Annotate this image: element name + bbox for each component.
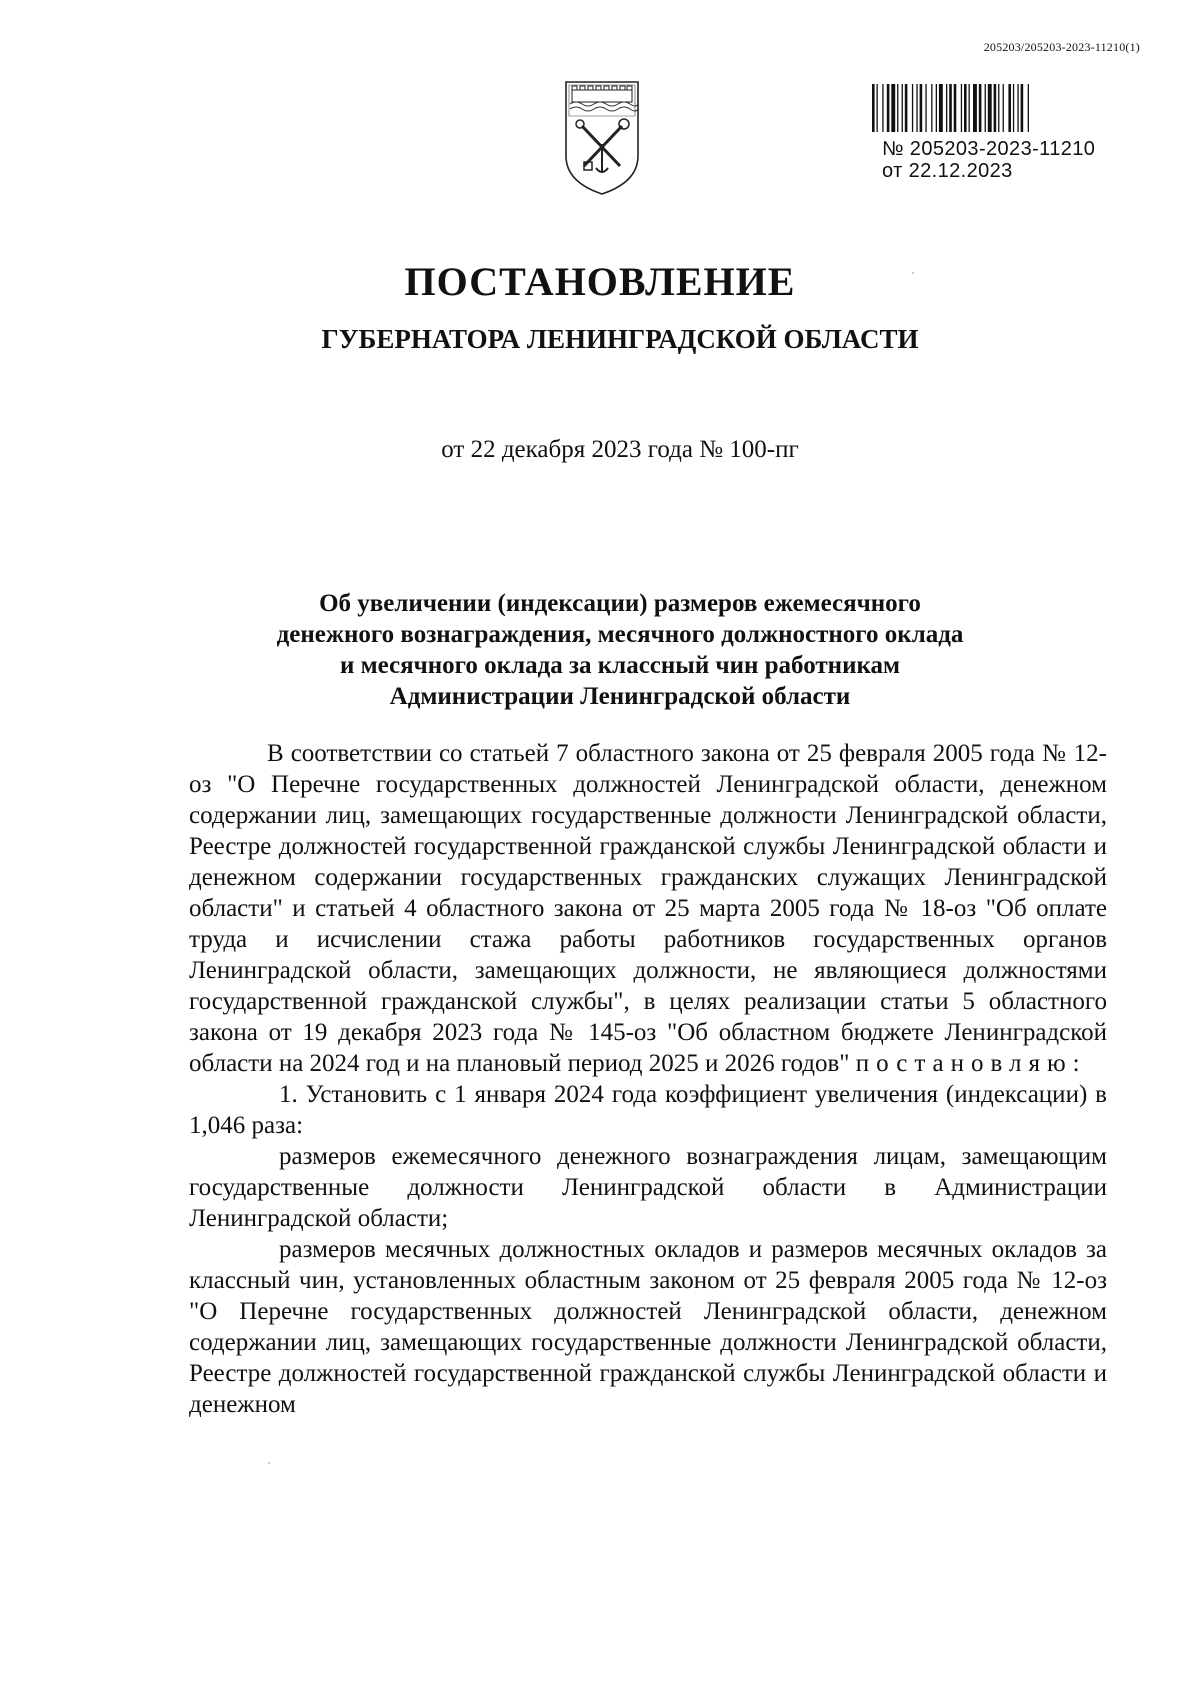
heading-line: Об увеличении (индексации) размеров ежемесячного <box>319 590 921 617</box>
document-id: 205203/205203-2023-11210(1) <box>983 40 1140 54</box>
document-date-number: от 22 декабря 2023 года № 100-пг <box>441 436 799 463</box>
preamble-paragraph <box>189 738 1107 1079</box>
document-body <box>189 738 1107 1420</box>
sub-item-paragraph: размеров ежемесячного денежного вознаграждения лицам, замещающим государственные должности Ленинградской области в Администрации Ленинградской области; <box>189 1143 1107 1232</box>
sub-item-paragraph: размеров месячных должностных окладов и размеров месячных окладов за классный чин, установленных областным законом от 25 февраля 2005 года № 12-оз "О Перечне государственных должностей Ленинградской области, денежном содержании лиц, замещающих государственные должности Ленинградской области, Реестре должностей государственной гражданской службы Ленинградской области и денежном <box>189 1236 1107 1418</box>
preamble-text: В соответствии со статьей 7 областного закона от 25 февраля 2005 года № 12-оз "О Перечне государственных должностей Ленинградской области, денежном содержании лиц, замещающих государственные должности Ленинградской области, Реестре должностей государственной гражданской службы Ленинградской области и денежном содержании государственных гражданских служащих Ленинградской области" и статьей 4 областного закона от 25 марта 2005 года № 18-оз "Об оплате труда и исчислении стажа работы работников государственных органов Ленинградской области, замещающих должности, не являющиеся должностями государственной гражданской службы", в целях реализации статьи 5 областного закона от 19 декабря 2023 года № 145-оз "Об областном бюджете Ленинградской области на 2024 год и на плановый период 2025 и 2026 годов" <box>189 740 1107 1077</box>
barcode-icon <box>872 84 1130 132</box>
registration-date: от 22.12.2023 <box>882 160 1013 182</box>
heading-line: Администрации Ленинградской области <box>389 683 851 710</box>
decree-word: постановляю: <box>855 1050 1087 1077</box>
document-subtitle: ГУБЕРНАТОРА ЛЕНИНГРАДСКОЙ ОБЛАСТИ <box>321 324 919 354</box>
document-heading <box>180 588 1060 712</box>
leningrad-oblast-coat-of-arms-icon <box>562 78 642 196</box>
document-title: ПОСТАНОВЛЕНИЕ <box>404 259 796 304</box>
heading-line: денежного вознаграждения, месячного должностного оклада <box>276 621 964 648</box>
scan-speck <box>912 272 914 274</box>
scan-speck <box>268 1462 270 1464</box>
registration-number: № 205203-2023-11210 <box>882 138 1096 160</box>
item-1-paragraph: 1. Установить с 1 января 2024 года коэффициент увеличения (индексации) в 1,046 раза: <box>189 1081 1107 1139</box>
heading-line: и месячного оклада за классный чин работникам <box>339 652 901 679</box>
